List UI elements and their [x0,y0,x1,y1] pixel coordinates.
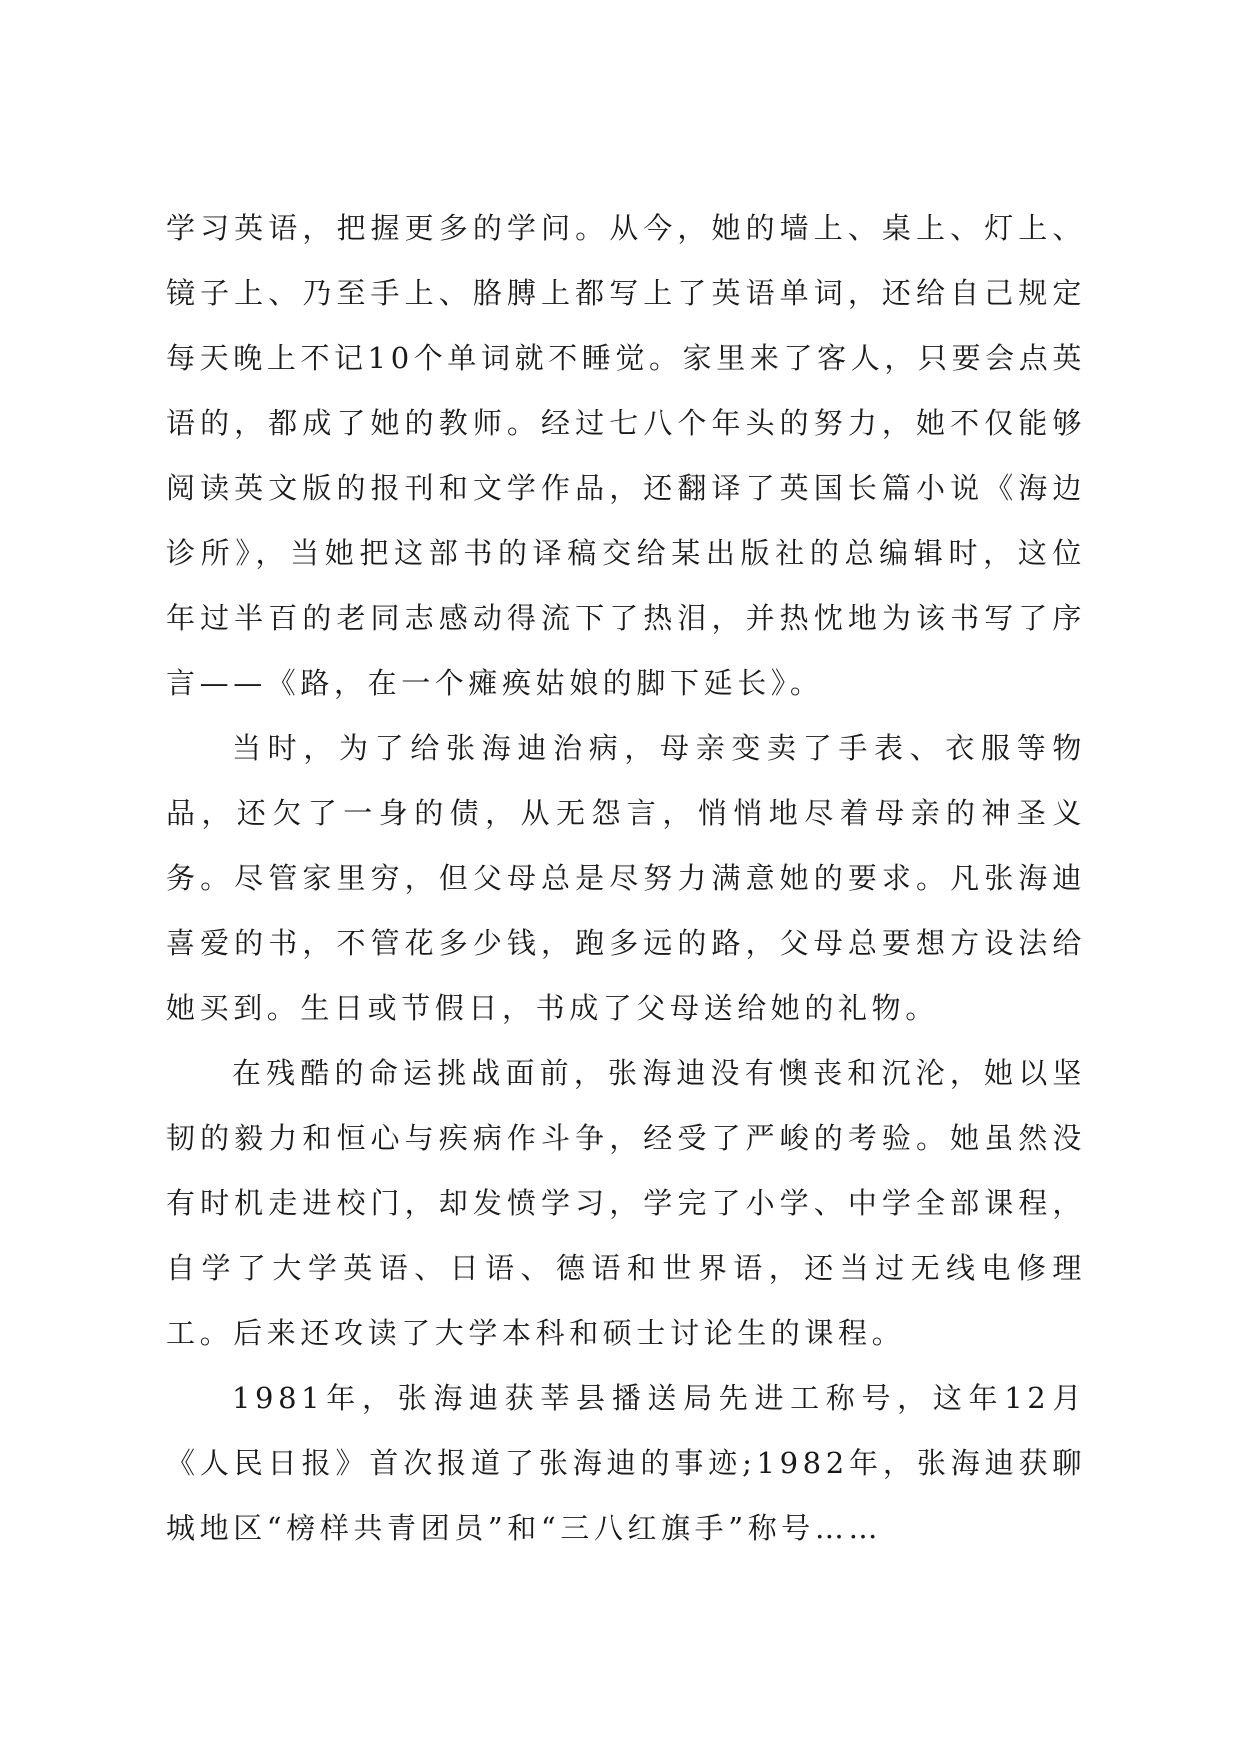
paragraph-4: 1981年，张海迪获莘县播送局先进工称号，这年12月《人民日报》首次报道了张海迪的事迹;1982年，张海迪获聊城地区“榜样共青团员”和“三八红旗手”称号…… [166,1381,1086,1545]
paragraph-1: 学习英语，把握更多的学问。从今，她的墙上、桌上、灯上、镜子上、乃至手上、胳膊上都写上了英语单词，还给自己规定每天晚上不记10个单词就不睡觉。家里来了客人，只要会点英语的，都成了她的教师。经过七八个年头的努力，她不仅能够阅读英文版的报刊和文学作品，还翻译了英国长篇小说《海边诊所》，当她把这部书的译稿交给某出版社的总编辑时，这位年过半百的老同志感动得流下了热泪，并热忱地为该书写了序言——《路，在一个瘫痪姑娘的脚下延长》。 [166,211,1086,700]
paragraph-2: 当时，为了给张海迪治病，母亲变卖了手表、衣服等物品，还欠了一身的债，从无怨言，悄悄地尽着母亲的神圣义务。尽管家里穷，但父母总是尽努力满意她的要求。凡张海迪喜爱的书，不管花多少钱，跑多远的路，父母总要想方设法给她买到。生日或节假日，书成了父母送给她的礼物。 [166,731,1086,1025]
paragraph-3: 在残酷的命运挑战面前，张海迪没有懊丧和沉沦，她以坚韧的毅力和恒心与疾病作斗争，经受了严峻的考验。她虽然没有时机走进校门，却发愤学习，学完了小学、中学全部课程，自学了大学英语、日语、德语和世界语，还当过无线电修理工。后来还攻读了大学本科和硕士讨论生的课程。 [166,1056,1086,1350]
document-body [166,196,1086,1561]
